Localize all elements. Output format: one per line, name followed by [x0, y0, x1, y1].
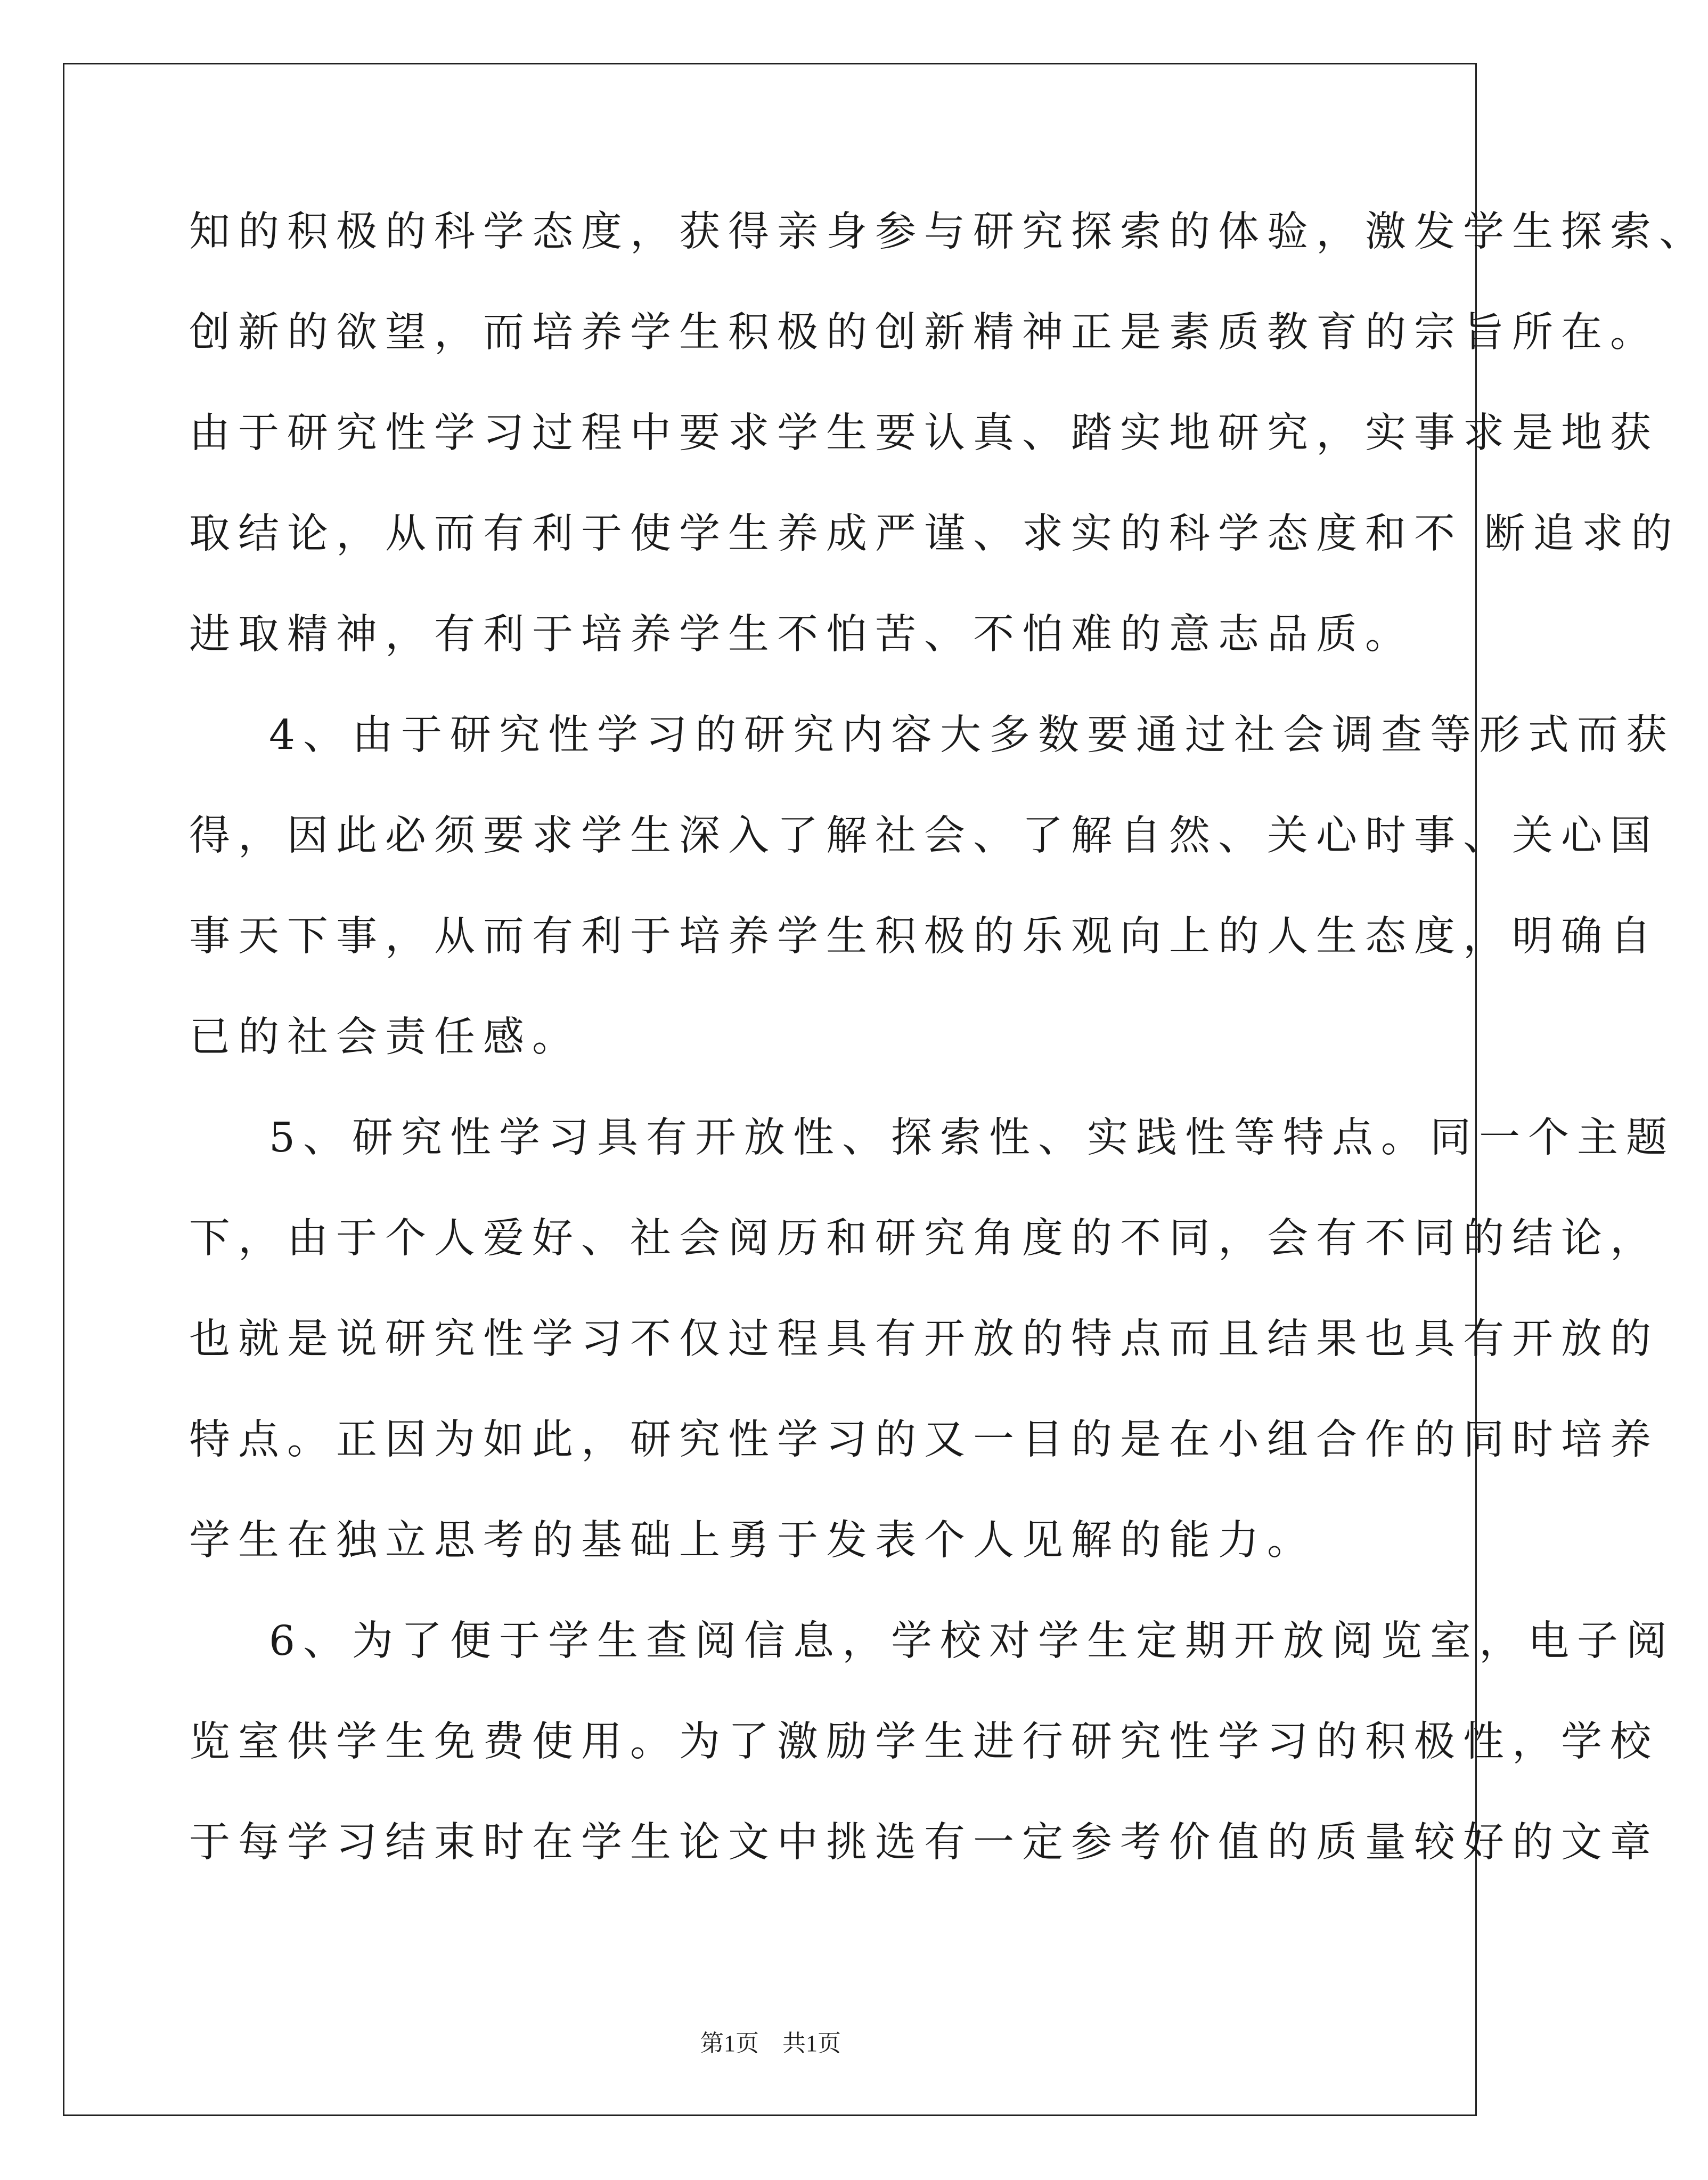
text-line: 也就是说研究性学习不仅过程具有开放的特点而且结果也具有开放的	[189, 1316, 1659, 1363]
text-line: 下，由于个人爱好、社会阅历和研究角度的不同，会有不同的结论，	[189, 1215, 1659, 1262]
paragraph-start-line: 5、研究性学习具有开放性、探索性、实践性等特点。同一个主题	[269, 1114, 1675, 1162]
page-number-footer: 第1页 共1页	[700, 2030, 841, 2056]
text-line: 得，因此必须要求学生深入了解社会、了解自然、关心时事、关心国	[189, 812, 1659, 860]
paragraph-start-line: 6、为了便于学生查阅信息，学校对学生定期开放阅览室，电子阅	[269, 1618, 1675, 1665]
text-line: 取结论，从而有利于使学生养成严谨、求实的科学态度和不 断追求的	[189, 510, 1680, 558]
text-line: 创新的欲望，而培养学生积极的创新精神正是素质教育的宗旨所在。	[189, 309, 1659, 356]
text-line: 事天下事，从而有利于培养学生积极的乐观向上的人生态度，明确自	[189, 913, 1659, 960]
text-line: 学生在独立思考的基础上勇于发表个人见解的能力。	[189, 1517, 1316, 1564]
text-line: 进取精神，有利于培养学生不怕苦、不怕难的意志品质。	[189, 611, 1414, 658]
text-line: 已的社会责任感。	[189, 1014, 581, 1061]
text-line: 由于研究性学习过程中要求学生要认真、踏实地研究，实事求是地获	[189, 410, 1659, 457]
text-line: 知的积极的科学态度，获得亲身参与研究探索的体验，激发学生探索、	[189, 208, 1708, 256]
text-line: 于每学习结束时在学生论文中挑选有一定参考价值的质量较好的文章	[189, 1819, 1659, 1866]
text-line: 览室供学生免费使用。为了激励学生进行研究性学习的积极性，学校	[189, 1718, 1659, 1766]
paragraph-start-line: 4、由于研究性学习的研究内容大多数要通过社会调查等形式而获	[269, 712, 1675, 759]
text-line: 特点。正因为如此，研究性学习的又一目的是在小组合作的同时培养	[189, 1416, 1659, 1464]
page-border	[63, 63, 1477, 2116]
